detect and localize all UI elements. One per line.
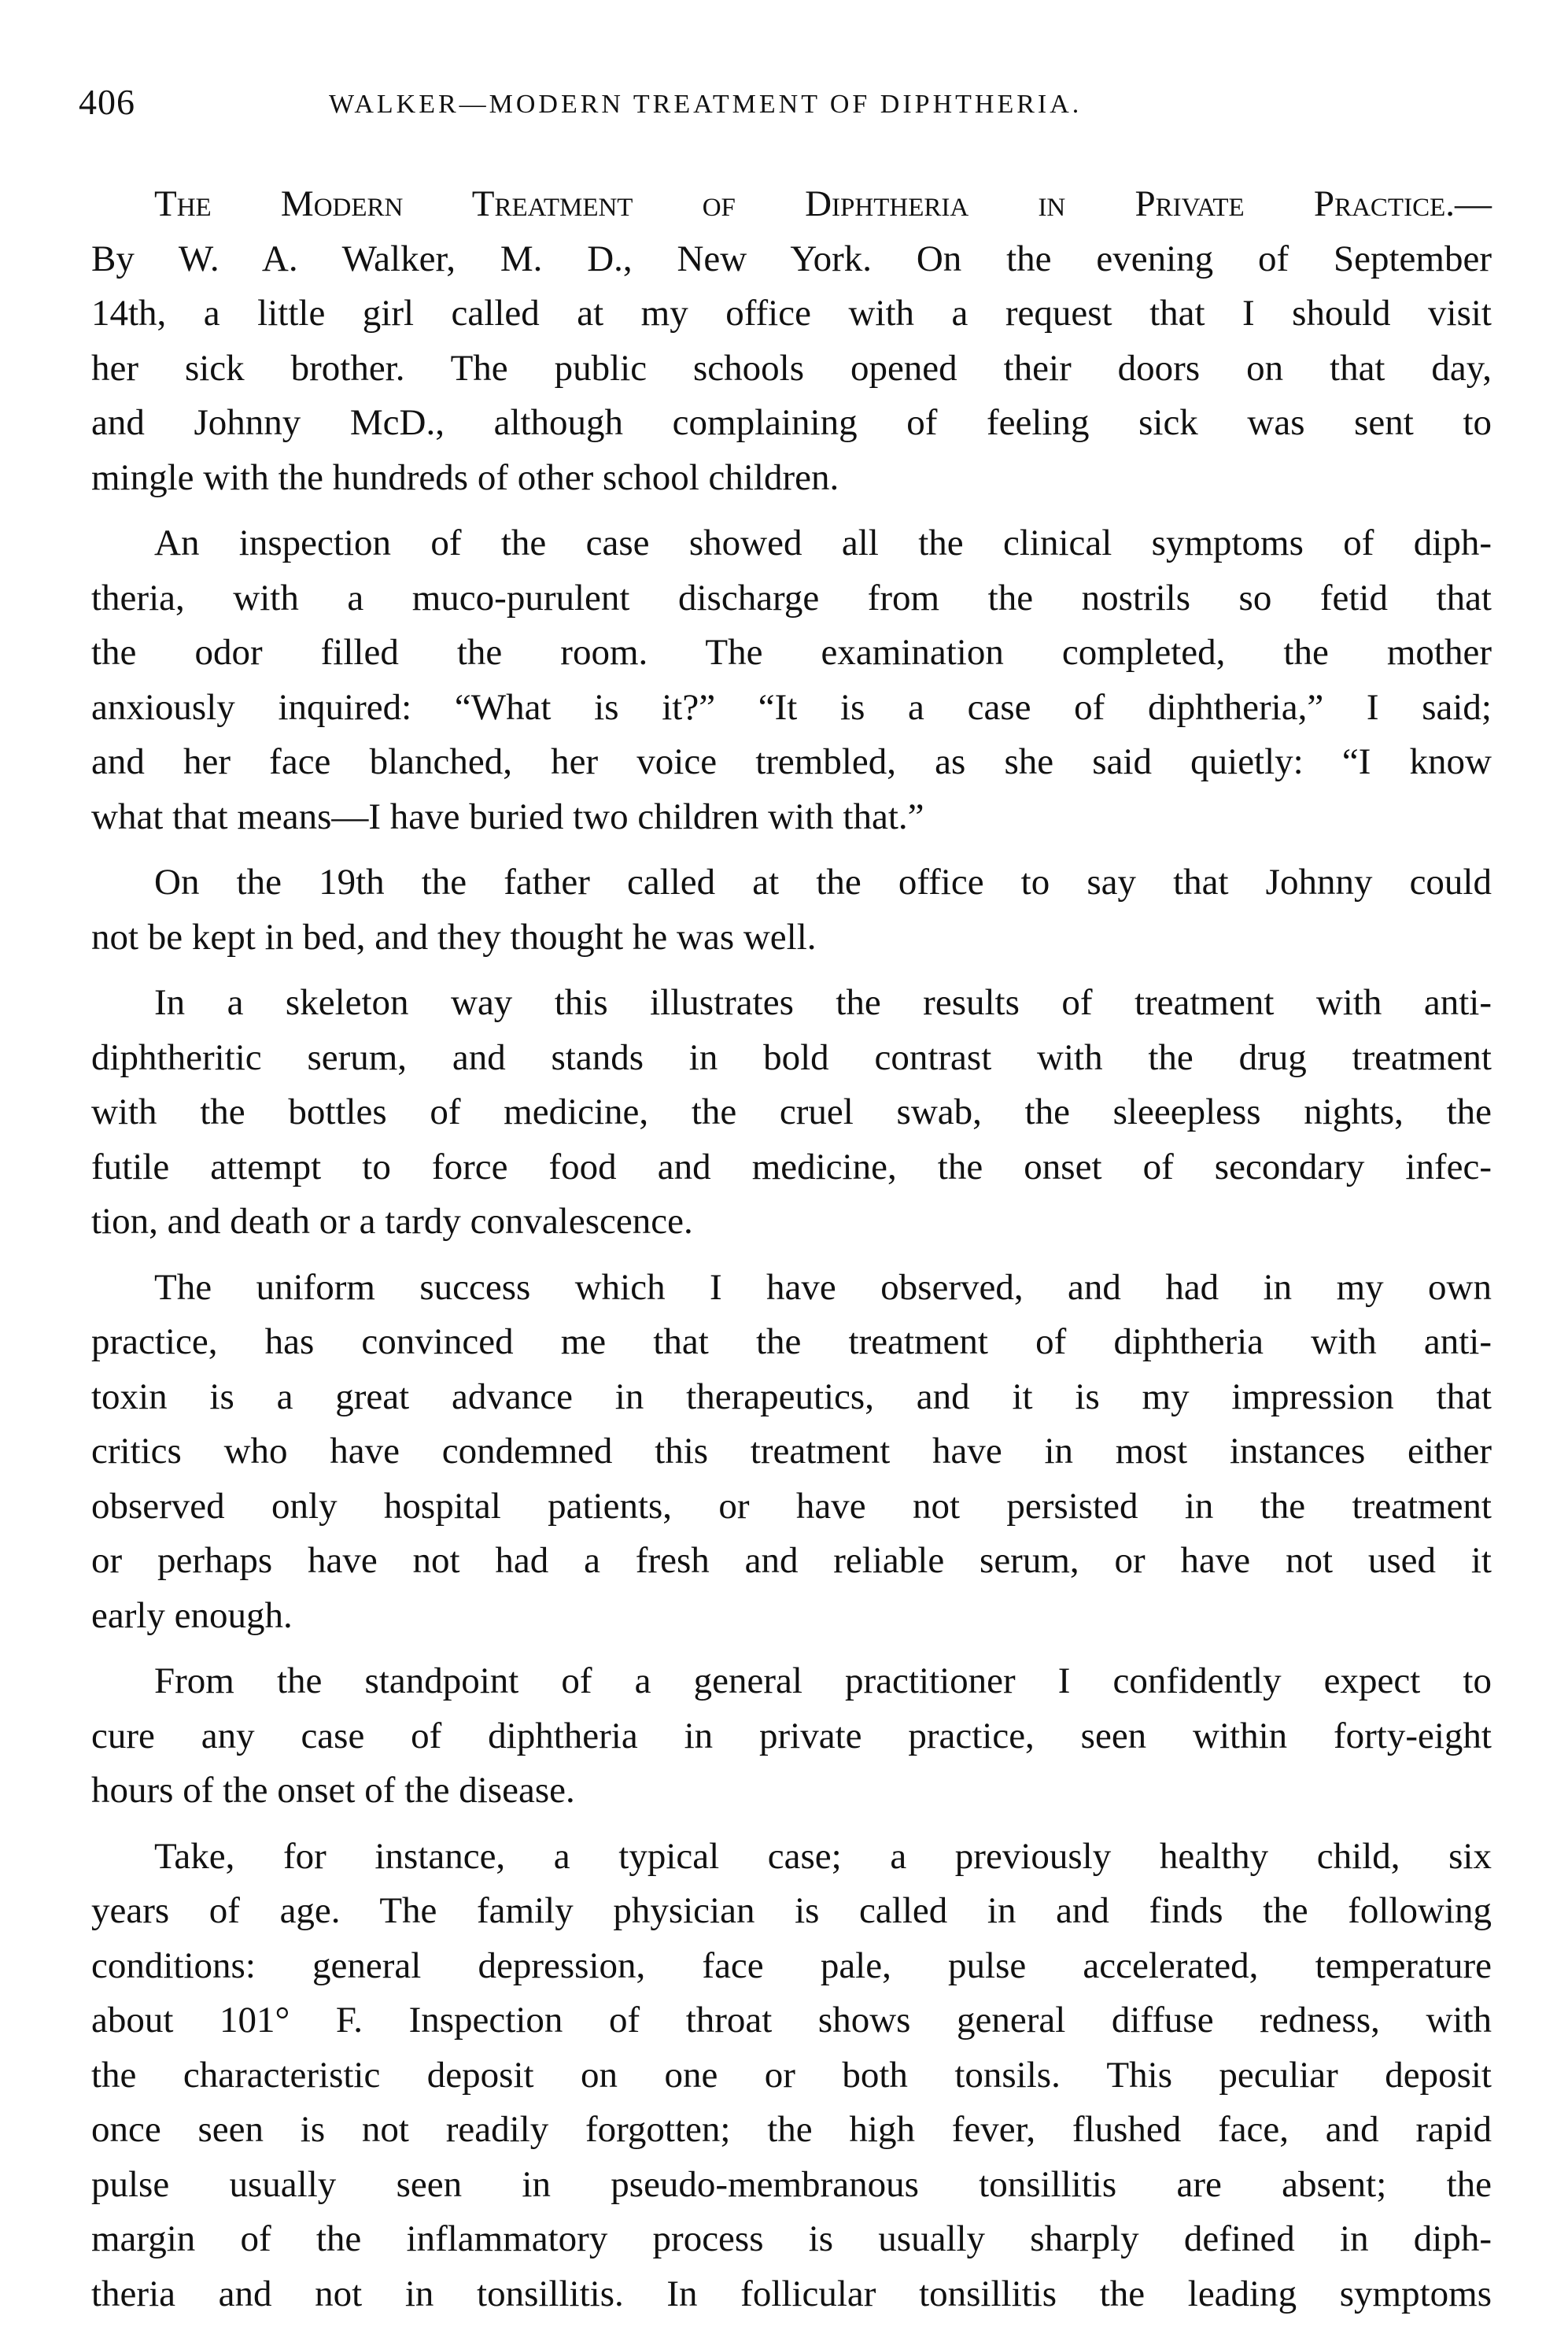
running-head	[79, 75, 1495, 130]
text-line: her sick brother. The public schools opened their doors on that day,	[91, 347, 1492, 389]
text-line: what that means—I have buried two children with that.”	[91, 796, 924, 837]
text-line: and her face blanched, her voice trembled, as she said quietly: “I know	[91, 741, 1492, 782]
text-line: about 101° F. Inspection of throat shows general diffuse redness, with	[91, 2000, 1492, 2041]
text-line: the odor filled the room. The examination completed, the mother	[91, 632, 1492, 673]
paragraph	[91, 1261, 1492, 1644]
text-line: On the 19th the father called at the office to say that Johnny could	[154, 862, 1492, 903]
paragraph	[91, 177, 1492, 505]
text-line: diphtheritic serum, and stands in bold contrast with the drug treatment	[91, 1036, 1492, 1078]
text-line: early enough.	[91, 1594, 293, 1636]
running-title: WALKER—MODERN TREATMENT OF DIPHTHERIA.	[329, 90, 1083, 119]
text-line: once seen is not readily forgotten; the high fever, flushed face, and rapid	[91, 2109, 1492, 2150]
text-line: margin of the inflammatory process is usually sharply defined in diph-	[91, 2218, 1492, 2259]
paragraph	[91, 1830, 1492, 2322]
text-line: anxiously inquired: “What is it?” “It is a case of diphtheria,” I said;	[91, 686, 1492, 728]
text-line: cure any case of diphtheria in private practice, seen within forty-eight	[91, 1715, 1492, 1756]
text-line: and Johnny McD., although complaining of feeling sick was sent to	[91, 402, 1492, 443]
text-line: An inspection of the case showed all the clinical symptoms of diph-	[154, 523, 1492, 563]
text-line: toxin is a great advance in therapeutics, and it is my impression that	[91, 1376, 1492, 1417]
text-line: theria and not in tonsillitis. In follicular tonsillitis the leading symptoms	[91, 2273, 1492, 2314]
paragraph	[91, 516, 1492, 844]
text-line: theria, with a muco-purulent discharge from the nostrils so fetid that	[91, 577, 1492, 619]
text-line: hours of the onset of the disease.	[91, 1770, 575, 1811]
text-line: By W. A. Walker, M. D., New York. On the evening of September	[91, 238, 1492, 279]
text-line: futile attempt to force food and medicine, the onset of secondary infec-	[91, 1146, 1492, 1187]
text-line: mingle with the hundreds of other school children.	[91, 456, 839, 498]
text-line: with the bottles of medicine, the cruel swab, the sleeepless nights, the	[91, 1091, 1492, 1132]
article-title-line: The Modern Treatment of Diphtheria in Private Practice.—	[154, 183, 1492, 224]
text-line: In a skeleton way this illustrates the results of treatment with anti-	[154, 982, 1492, 1023]
text-line: observed only hospital patients, or have not persisted in the treatment	[91, 1485, 1492, 1527]
text-line: years of age. The family physician is called in and finds the following	[91, 1890, 1492, 1931]
text-line: practice, has convinced me that the treatment of diphtheria with anti-	[91, 1321, 1492, 1362]
text-line: critics who have condemned this treatment have in most instances either	[91, 1431, 1492, 1472]
text-line: not be kept in bed, and they thought he was well.	[91, 916, 817, 958]
text-line: the characteristic deposit on one or both tonsils. This peculiar deposit	[91, 2054, 1492, 2096]
text-line: The uniform success which I have observed, and had in my own	[154, 1266, 1492, 1308]
text-line: Take, for instance, a typical case; a previously healthy child, six	[154, 1835, 1492, 1877]
page-number: 406	[79, 82, 135, 122]
text-line: From the standpoint of a general practitioner I confidently expect to	[154, 1660, 1492, 1701]
paragraph	[91, 1654, 1492, 1819]
text-line: or perhaps have not had a fresh and reliable serum, or have not used it	[91, 1540, 1492, 1581]
paragraph	[91, 855, 1492, 965]
text-line: conditions: general depression, face pale, pulse accelerated, temperature	[91, 1945, 1492, 1986]
paragraph	[91, 976, 1492, 1250]
article-body	[91, 177, 1492, 2321]
text-line: 14th, a little girl called at my office with a request that I should visit	[91, 293, 1492, 334]
text-line: pulse usually seen in pseudo-membranous tonsillitis are absent; the	[91, 2163, 1492, 2205]
text-line: tion, and death or a tardy convalescence.	[91, 1201, 693, 1242]
